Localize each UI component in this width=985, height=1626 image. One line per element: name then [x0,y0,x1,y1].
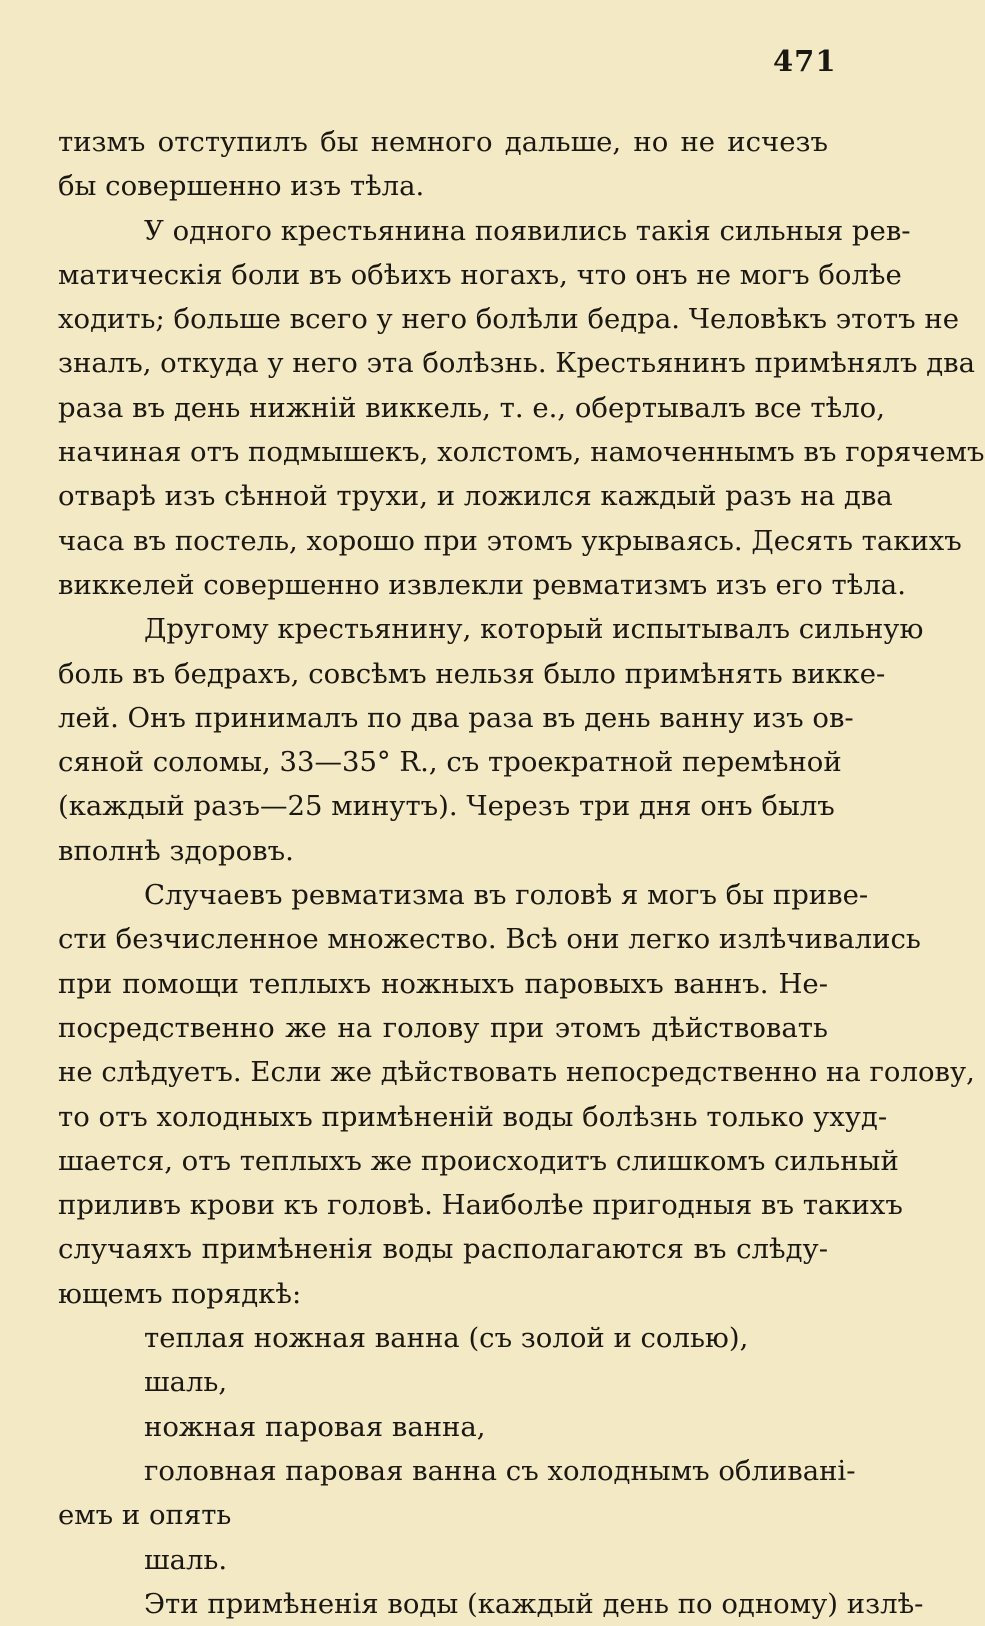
text-line: случаяхъ примѣненія воды располагаются въ слѣду- [58,1233,828,1266]
text-line: часа въ постель, хорошо при этомъ укрываясь. Десять такихъ [58,524,962,557]
text-line: Эти примѣненія воды (каждый день по одному) излѣ- [144,1587,924,1620]
text-line: посредственно же на голову при этомъ дѣйствовать [58,1011,828,1044]
text-line: вполнѣ здоровъ. [58,834,294,867]
text-line: шаль. [144,1543,228,1576]
text-line: У одного крестьянина появились такія сильныя рев- [144,214,911,247]
text-line: приливъ крови къ головѣ. Наиболѣе пригодныя въ такихъ [58,1189,903,1222]
page-number: 471 [773,44,837,78]
text-line: ходить; больше всего у него болѣли бедра. Человѣкъ этотъ не [58,303,959,336]
text-line: матическія боли въ обѣихъ ногахъ, что онъ не могъ болѣе [58,258,902,291]
text-line: сти безчисленное множество. Всѣ они легко излѣчивались [58,923,921,956]
text-line: зналъ, откуда у него эта болѣзнь. Крестьянинъ примѣнялъ два [58,347,976,380]
text-line: отварѣ изъ сѣнной трухи, и ложился каждый разъ на два [58,480,893,513]
text-line: виккелей совершенно извлекли ревматизмъ изъ его тѣла. [58,568,906,601]
text-line: сяной соломы, 33—35° R., съ троекратной перемѣной [58,746,842,779]
text-line: бы совершенно изъ тѣла. [58,170,425,203]
text-line: Другому крестьянину, который испытывалъ сильную [144,613,924,646]
text-line: раза въ день нижній виккель, т. е., обертывалъ все тѣло, [58,391,885,424]
text-line: лей. Онъ принималъ по два раза въ день ванну изъ ов- [58,701,854,734]
text-line: шаль, [144,1366,228,1399]
text-line: емъ и опять [58,1499,232,1532]
text-line: тизмъ отступилъ бы немного дальше, но не исчезъ [58,126,828,158]
text-line: шается, отъ теплыхъ же происходитъ слишкомъ сильный [58,1144,899,1177]
page-body-text [58,120,985,1626]
text-line: теплая ножная ванна (съ золой и солью), [144,1322,749,1355]
text-line: Случаевъ ревматизма въ головѣ я могъ бы приве- [144,879,869,912]
text-line: боль въ бедрахъ, совсѣмъ нельзя было примѣнять викке- [58,657,886,690]
text-line: (каждый разъ—25 минутъ). Черезъ три дня онъ былъ [58,790,835,823]
text-line: не слѣдуетъ. Если же дѣйствовать непосредственно на голову, [58,1056,975,1089]
text-line: ножная паровая ванна, [144,1410,486,1443]
text-line: ющемъ порядкѣ: [58,1277,302,1310]
text-line: головная паровая ванна съ холоднымъ обливані- [144,1454,856,1487]
text-line: то отъ холодныхъ примѣненій воды болѣзнь только ухуд- [58,1100,888,1133]
text-line: начиная отъ подмышекъ, холстомъ, намоченнымъ въ горячемъ [58,436,985,469]
text-line: при помощи теплыхъ ножныхъ паровыхъ ваннъ. Не- [58,967,828,1000]
